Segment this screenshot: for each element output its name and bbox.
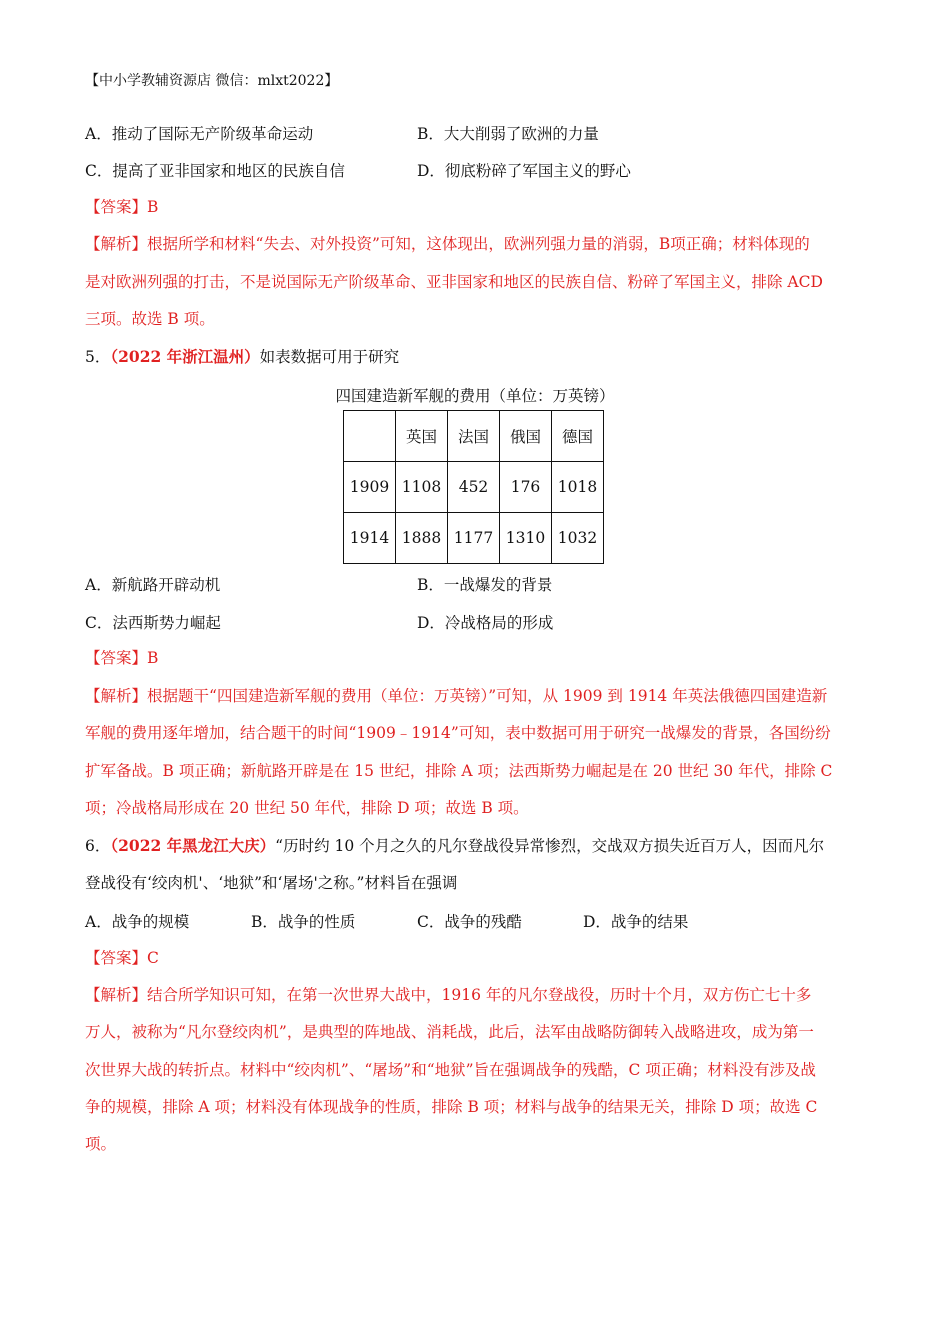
table-cell: 1018 (552, 462, 604, 513)
table-cell: 1310 (500, 513, 552, 564)
table-cell: 1177 (448, 513, 500, 564)
q6-stem-text-1: “历时约 10 个月之久的凡尔登战役异常惨烈，交战双方损失近百万人，因而凡尔 (275, 837, 825, 855)
q5-stem (85, 347, 870, 367)
table-cell: 1108 (396, 462, 448, 513)
table-header-cell: 德国 (552, 411, 604, 462)
table-row (344, 513, 604, 564)
q6-stem-line-2: 登战役有‘绞肉机'、‘地狱”和‘屠场'之称。”材料旨在强调 (85, 874, 458, 892)
q4-option-b: B．大大削弱了欧洲的力量 (417, 125, 599, 143)
q5-analysis-tag: 【解析】 (85, 687, 148, 705)
table-cell: 1909 (344, 462, 396, 513)
q5-answer: 【答案】B (85, 649, 159, 667)
q4-analysis-line-1 (85, 234, 870, 254)
table-header-cell (344, 411, 396, 462)
table-header-cell: 俄国 (500, 411, 552, 462)
q6-option-d: D．战争的结果 (583, 913, 689, 931)
q4-analysis-text-1: 根据所学和材料“失去、对外投资”可知，这体现出，欧洲列强力量的消弱，B项正确；材料体现的 (147, 235, 810, 253)
q5-option-a: A．新航路开辟动机 (85, 576, 221, 594)
q6-analysis-line-3: 次世界大战的转折点。材料中“绞肉机”、“屠场”和“地狱”旨在强调战争的残酷，C 项正确；材料没有涉及战 (85, 1061, 816, 1079)
q6-option-b: B．战争的性质 (251, 913, 356, 931)
page-header: 【中小学教辅资源店 微信：mlxt2022】 (85, 73, 339, 89)
q4-analysis-line-3: 三项。故选 B 项。 (85, 310, 215, 328)
table-cell: 1032 (552, 513, 604, 564)
table-cell: 176 (500, 462, 552, 513)
q6-option-a: A．战争的规模 (85, 913, 190, 931)
q5-source: （2022 年浙江温州） (110, 347, 260, 366)
q6-number: 6． (85, 837, 111, 855)
table-header-cell: 法国 (448, 411, 500, 462)
table-cell: 1914 (344, 513, 396, 564)
q6-analysis-line-4: 争的规模，排除 A 项；材料没有体现战争的性质，排除 B 项；材料与战争的结果无关，排除 D 项；故选 C (85, 1098, 818, 1116)
q5-analysis-line-2: 军舰的费用逐年增加，结合题干的时间“1909﹣1914”可知，表中数据可用于研究一战爆发的背景，各国纷纷 (85, 724, 831, 742)
q4-option-a: A．推动了国际无产阶级革命运动 (85, 125, 314, 143)
table-cell: 1888 (396, 513, 448, 564)
q6-analysis-text-1: 结合所学知识可知，在第一次世界大战中，1916 年的凡尔登战役，历时十个月，双方伤亡七十多 (147, 986, 812, 1004)
q5-number: 5． (85, 348, 111, 366)
q4-option-c: C．提高了亚非国家和地区的民族自信 (85, 162, 345, 180)
q5-analysis-text-1: 根据题干“四国建造新军舰的费用（单位：万英镑）”可知，从 1909 到 1914 年英法俄德四国建造新 (147, 687, 828, 705)
q4-analysis-tag: 【解析】 (85, 235, 148, 253)
q4-option-d: D．彻底粉碎了军国主义的野心 (417, 162, 631, 180)
q6-analysis-line-2: 万人，被称为“凡尔登绞肉机”，是典型的阵地战、消耗战，此后，法军由战略防御转入战略进攻，成为第一 (85, 1023, 814, 1041)
q6-source: （2022 年黑龙江大庆） (110, 836, 276, 855)
q5-table-caption: 四国建造新军舰的费用（单位：万英镑） (335, 387, 615, 405)
q4-answer: 【答案】B (85, 198, 159, 216)
q5-data-table (343, 410, 604, 564)
table-header-cell: 英国 (396, 411, 448, 462)
q6-option-c: C．战争的残酷 (417, 913, 522, 931)
q5-analysis-line-4: 项；冷战格局形成在 20 世纪 50 年代，排除 D 项；故选 B 项。 (85, 799, 529, 817)
q4-analysis-line-2: 是对欧洲列强的打击，不是说国际无产阶级革命、亚非国家和地区的民族自信、粉碎了军国主义，排除 ACD (85, 273, 823, 291)
q5-option-b: B．一战爆发的背景 (417, 576, 553, 594)
q5-analysis-line-3: 扩军备战。B 项正确；新航路开辟是在 15 世纪，排除 A 项；法西斯势力崛起是在 20 世纪 30 年代，排除 C (85, 762, 833, 780)
q6-answer: 【答案】C (85, 949, 159, 967)
table-header-row (344, 411, 604, 462)
q5-stem-text: 如表数据可用于研究 (259, 348, 400, 366)
table-cell: 452 (448, 462, 500, 513)
q6-analysis-line-5: 项。 (85, 1135, 117, 1153)
q5-analysis-line-1 (85, 686, 870, 706)
q6-analysis-tag: 【解析】 (85, 986, 148, 1004)
table-row (344, 462, 604, 513)
q6-analysis-line-1 (85, 985, 870, 1005)
q5-option-d: D．冷战格局的形成 (417, 614, 554, 632)
q5-option-c: C．法西斯势力崛起 (85, 614, 221, 632)
q6-stem-line-1 (85, 836, 870, 856)
